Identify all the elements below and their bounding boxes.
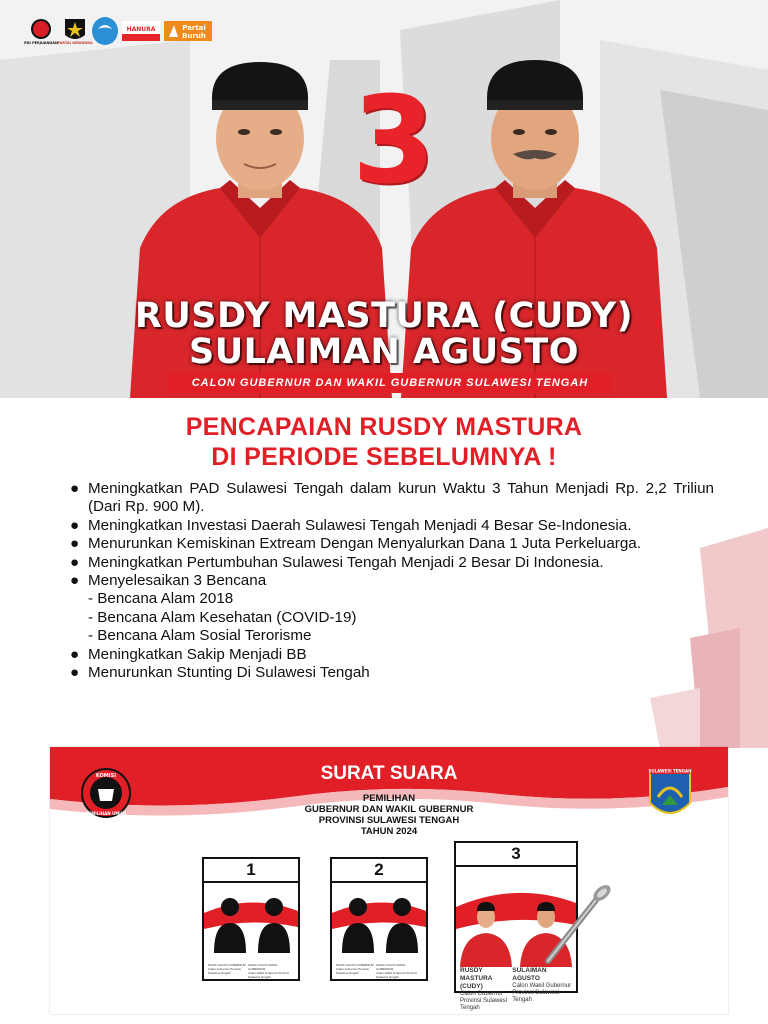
bullet-icon: ● xyxy=(70,535,80,553)
bullet-icon: ● xyxy=(70,516,80,534)
svg-text:PARTAI GERINDRA: PARTAI GERINDRA xyxy=(57,41,93,45)
list-item: ● Menurunkan Kemiskinan Extream Dengan Menyalurkan Dana 1 Juta Perkeluarga. xyxy=(70,535,641,553)
ballot-title: SURAT SUARA xyxy=(320,763,458,784)
ballot-sample xyxy=(50,747,728,1014)
party-logos xyxy=(24,16,212,46)
placeholder-silhouettes xyxy=(332,883,426,963)
province-emblem-label: SULAWESI TENGAH xyxy=(648,768,692,774)
list-item: ● Meningkatkan Sakip Menjadi BB xyxy=(70,645,307,663)
ballot-card-caption: NAMA CALON GUBERNUR Calon Gubernur Provinsi Sulawesi Tengah NAMA CALON WAKIL GUBERNUR Calon Wakil Gubernur Provinsi Sulawesi Tengah xyxy=(208,963,290,979)
svg-text:PDI PERJUANGAN: PDI PERJUANGAN xyxy=(24,41,58,45)
bullet-icon: ● xyxy=(70,480,80,497)
pdip-logo xyxy=(24,17,58,45)
sub-list-item: - Bencana Alam Kesehatan (COVID-19) xyxy=(88,608,357,626)
candidate-names-line2: SULAIMAN AGUSTO xyxy=(188,332,579,372)
ballot-card-2[interactable] xyxy=(330,857,428,981)
svg-text:HANURA: HANURA xyxy=(126,26,156,33)
placeholder-silhouettes xyxy=(204,883,298,963)
achievements-list xyxy=(70,480,714,682)
province-emblem xyxy=(648,767,692,821)
ballot-punch-nail-icon xyxy=(540,883,616,967)
ballot-card-number: 2 xyxy=(332,859,426,883)
list-item: ● Meningkatkan Investasi Daerah Sulawesi Tengah Menjadi 4 Besar Se-Indonesia. xyxy=(70,516,632,534)
list-item: ● Menurunkan Stunting Di Sulawesi Tengah xyxy=(70,664,370,682)
ballot-card-number: 1 xyxy=(204,859,298,883)
kpu-logo-bottom-text: PEMILIHAN UMUM xyxy=(85,811,127,816)
achievements-title-line2: DI PERIODE SEBELUMNYA ! xyxy=(211,443,557,471)
ballot-card-number: 3 xyxy=(456,843,576,867)
sub-list-item: - Bencana Alam 2018 xyxy=(88,590,234,608)
bullet-icon: ● xyxy=(70,664,80,682)
gerindra-logo xyxy=(57,17,93,45)
gelora-logo xyxy=(92,17,118,45)
achievements-title-line1: PENCAPAIAN RUSDY MASTURA xyxy=(185,413,583,441)
candidacy-tagline: CALON GUBERNUR DAN WAKIL GUBERNUR SULAWESI TENGAH xyxy=(168,373,612,393)
hero-banner xyxy=(0,0,768,398)
list-item: ● Menyelesaikan 3 Bencana xyxy=(70,572,267,590)
achievements-title xyxy=(0,412,768,472)
hanura-logo xyxy=(122,21,160,41)
svg-text:Partai: Partai xyxy=(182,24,206,32)
ballot-card-caption: RUSDY MASTURA (CUDY) Calon Gubernur Provinsi Sulawesi Tengah SULAIMAN AGUSTO Calon Wakil Gubernur Provinsi Sulawesi Tengah xyxy=(460,967,572,1011)
candidate-names-line1: RUSDY MASTURA (CUDY) xyxy=(134,296,634,336)
bullet-icon: ● xyxy=(70,553,80,571)
bullet-icon: ● xyxy=(70,572,80,590)
bullet-icon: ● xyxy=(70,645,80,663)
kpu-logo-top-text: KOMISI xyxy=(95,773,117,779)
ballot-card-1[interactable] xyxy=(202,857,300,981)
list-item: ● Meningkatkan PAD Sulawesi Tengah dalam kurun Waktu 3 Tahun Menjadi Rp. 2,2 Triliun (Dari Rp. 900 M). xyxy=(70,480,714,516)
list-item: ● Meningkatkan Pertumbuhan Sulawesi Tengah Menjadi 2 Besar Di Indonesia. xyxy=(70,553,604,571)
ballot-subtitle: PEMILIHAN GUBERNUR DAN WAKIL GUBERNUR PROVINSI SULAWESI TENGAH TAHUN 2024 xyxy=(304,793,474,837)
partai-buruh-logo xyxy=(164,21,212,41)
sub-list-item: - Bencana Alam Sosial Terorisme xyxy=(88,627,312,645)
ballot-card-caption: NAMA CALON GUBERNUR Calon Gubernur Provinsi Sulawesi Tengah NAMA CALON WAKIL GUBERNUR Calon Wakil Gubernur Provinsi Sulawesi Tengah xyxy=(336,963,418,979)
candidate-number: 3 xyxy=(352,72,432,211)
svg-text:Buruh: Buruh xyxy=(182,32,206,40)
svg-text:GELORA: GELORA xyxy=(97,40,113,44)
